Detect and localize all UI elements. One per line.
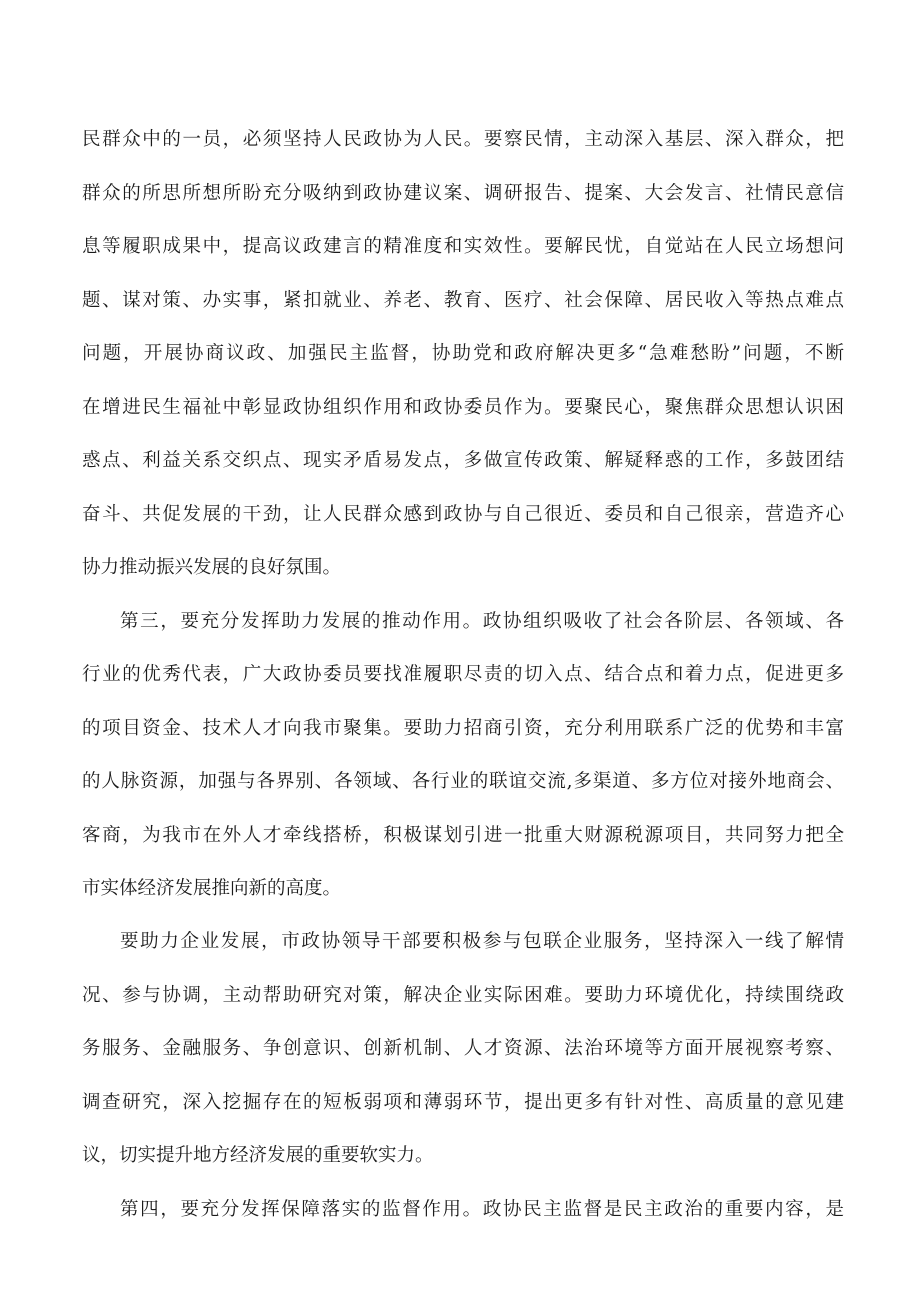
text-line: 民群众中的一员，必须坚持人民政协为人民。要察民情，主动深入基层、深入群众，把 xyxy=(82,129,844,150)
text-line: 的人脉资源，加强与各界别、各领域、各行业的联谊交流,多渠道、多方位对接外地商会、 xyxy=(82,771,844,792)
text-line: 议，切实提升地方经济发展的重要软实力。 xyxy=(82,1145,434,1166)
paragraph-start: 要助力企业发展，市政协领导干部要积极参与包联企业服务，坚持深入一线了解情 xyxy=(120,931,844,952)
text-line: 况、参与协调，主动帮助研究对策，解决企业实际困难。要助力环境优化，持续围绕政 xyxy=(82,985,844,1006)
text-line: 的项目资金、技术人才向我市聚集。要助力招商引资，充分利用联系广泛的优势和丰富 xyxy=(82,718,844,739)
text-line: 客商，为我市在外人才牵线搭桥，积极谋划引进一批重大财源税源项目，共同努力把全 xyxy=(82,825,844,846)
text-line: 问题，开展协商议政、加强民主监督，协助党和政府解决更多“急难愁盼”问题，不断 xyxy=(82,343,844,364)
text-line: 题、谋对策、办实事，紧扣就业、养老、教育、医疗、社会保障、居民收入等热点难点 xyxy=(82,290,844,311)
paragraph-start: 第三，要充分发挥助力发展的推动作用。政协组织吸收了社会各阶层、各领域、各 xyxy=(120,611,844,632)
text-line: 行业的优秀代表，广大政协委员要找准履职尽责的切入点、结合点和着力点，促进更多 xyxy=(82,664,844,685)
text-line: 息等履职成果中，提高议政建言的精准度和实效性。要解民忧，自觉站在人民立场想问 xyxy=(82,236,844,257)
paragraph-start: 第四，要充分发挥保障落实的监督作用。政协民主监督是民主政治的重要内容，是 xyxy=(120,1199,844,1220)
text-line: 务服务、金融服务、争创意识、创新机制、人才资源、法治环境等方面开展视察考察、 xyxy=(82,1038,844,1059)
text-line: 惑点、利益关系交织点、现实矛盾易发点，多做宣传政策、解疑释惑的工作，多鼓团结 xyxy=(82,450,844,471)
text-line: 奋斗、共促发展的干劲，让人民群众感到政协与自己很近、委员和自己很亲，营造齐心 xyxy=(82,504,844,525)
text-line: 市实体经济发展推向新的高度。 xyxy=(82,878,342,899)
text-line: 协力推动振兴发展的良好氛围。 xyxy=(82,557,342,578)
text-line: 群众的所思所想所盼充分吸纳到政协建议案、调研报告、提案、大会发言、社情民意信 xyxy=(82,183,844,204)
text-line: 在增进民生福祉中彰显政协组织作用和政协委员作为。要聚民心，聚焦群众思想认识困 xyxy=(82,397,844,418)
text-line: 调查研究，深入挖掘存在的短板弱项和薄弱环节，提出更多有针对性、高质量的意见建 xyxy=(82,1092,844,1113)
